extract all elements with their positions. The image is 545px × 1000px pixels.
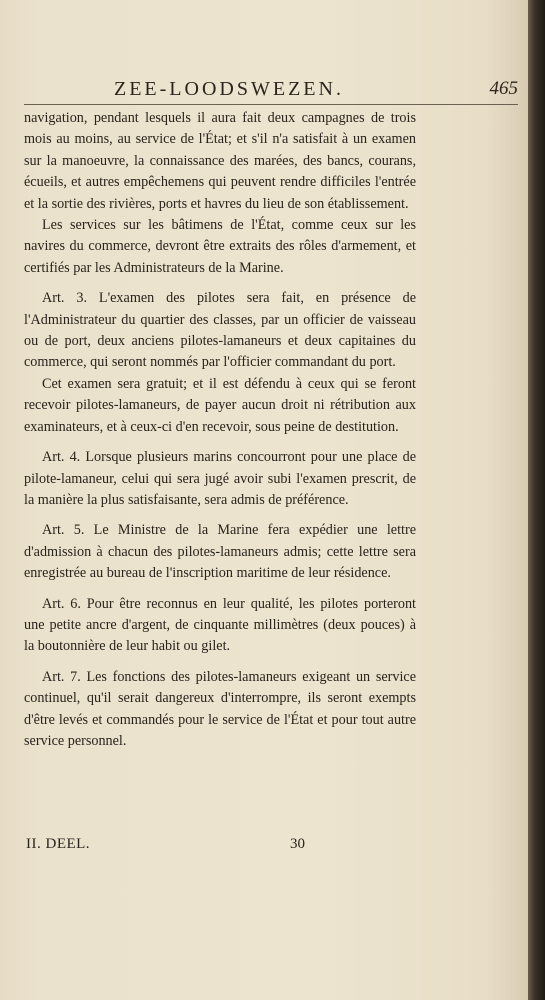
paragraph-continuation: navigation, pendant lesquels il aura fait deux campagnes de trois mois au moins, au service de l'État; et s'il n'a satisfait à un examen sur la manoeuvre, la connaissance des marées, des bancs, courans, écueils, et autres empêchemens qui peuvent rendre difficiles l'entrée et la sortie des rivières, ports et havres du lieu de son établissement. — [24, 110, 416, 212]
paragraph-art-3: Art. 3. L'examen des pilotes sera fait, en présence de l'Administrateur du quartier des classes, par un officier de vaisseau ou de port, deux anciens pilotes-lamaneurs et deux capitaines du commerce, qui seront nommés par l'officier commandant du port. — [24, 290, 416, 371]
page-edge-shadow — [528, 0, 545, 1000]
header-rule — [24, 104, 518, 105]
running-head: ZEE-LOODSWEZEN. — [114, 78, 344, 100]
signature-mark: II. DEEL. — [26, 836, 91, 852]
page-number: 465 — [489, 78, 518, 99]
paragraph-art-5: Art. 5. Le Ministre de la Marine fera expédier une lettre d'admission à chacun des pilotes-lamaneurs admis; cette lettre sera enregistrée au bureau de l'inscription maritime de leur résidence. — [24, 522, 416, 582]
gathering-number: 30 — [290, 836, 305, 852]
page-body — [24, 108, 416, 752]
paragraph-art-6: Art. 6. Pour être reconnus en leur qualité, les pilotes porteront une petite ancre d'argent, de cinquante millimètres (deux pouces) à la boutonnière de leur habit ou gilet. — [24, 595, 416, 655]
paragraph-art-4: Art. 4. Lorsque plusieurs marins concourront pour une place de pilote-lamaneur, celui qui sera jugé avoir subi l'examen prescrit, de la manière la plus satisfaisante, sera admis de préférence. — [24, 449, 416, 508]
paragraph-art-7: Art. 7. Les fonctions des pilotes-lamaneurs exigeant un service continuel, qu'il serait dangereux d'interrompre, ils seront exempts d'être levés et commandés pour le service de l'État et pour tout autre service personnel. — [24, 668, 416, 749]
paragraph-services: Les services sur les bâtimens de l'État, comme ceux sur les navires du commerce, devront être extraits des rôles d'armement, et certifiés par les Administrateurs de la Marine. — [24, 217, 416, 276]
page-header — [24, 78, 518, 102]
paragraph-examen: Cet examen sera gratuit; et il est défendu à ceux qui se feront recevoir pilotes-lamaneurs, de payer aucun droit ni rétribution aux examinateurs, et à ceux-ci d'en recevoir, sous peine de destitution. — [24, 375, 416, 435]
